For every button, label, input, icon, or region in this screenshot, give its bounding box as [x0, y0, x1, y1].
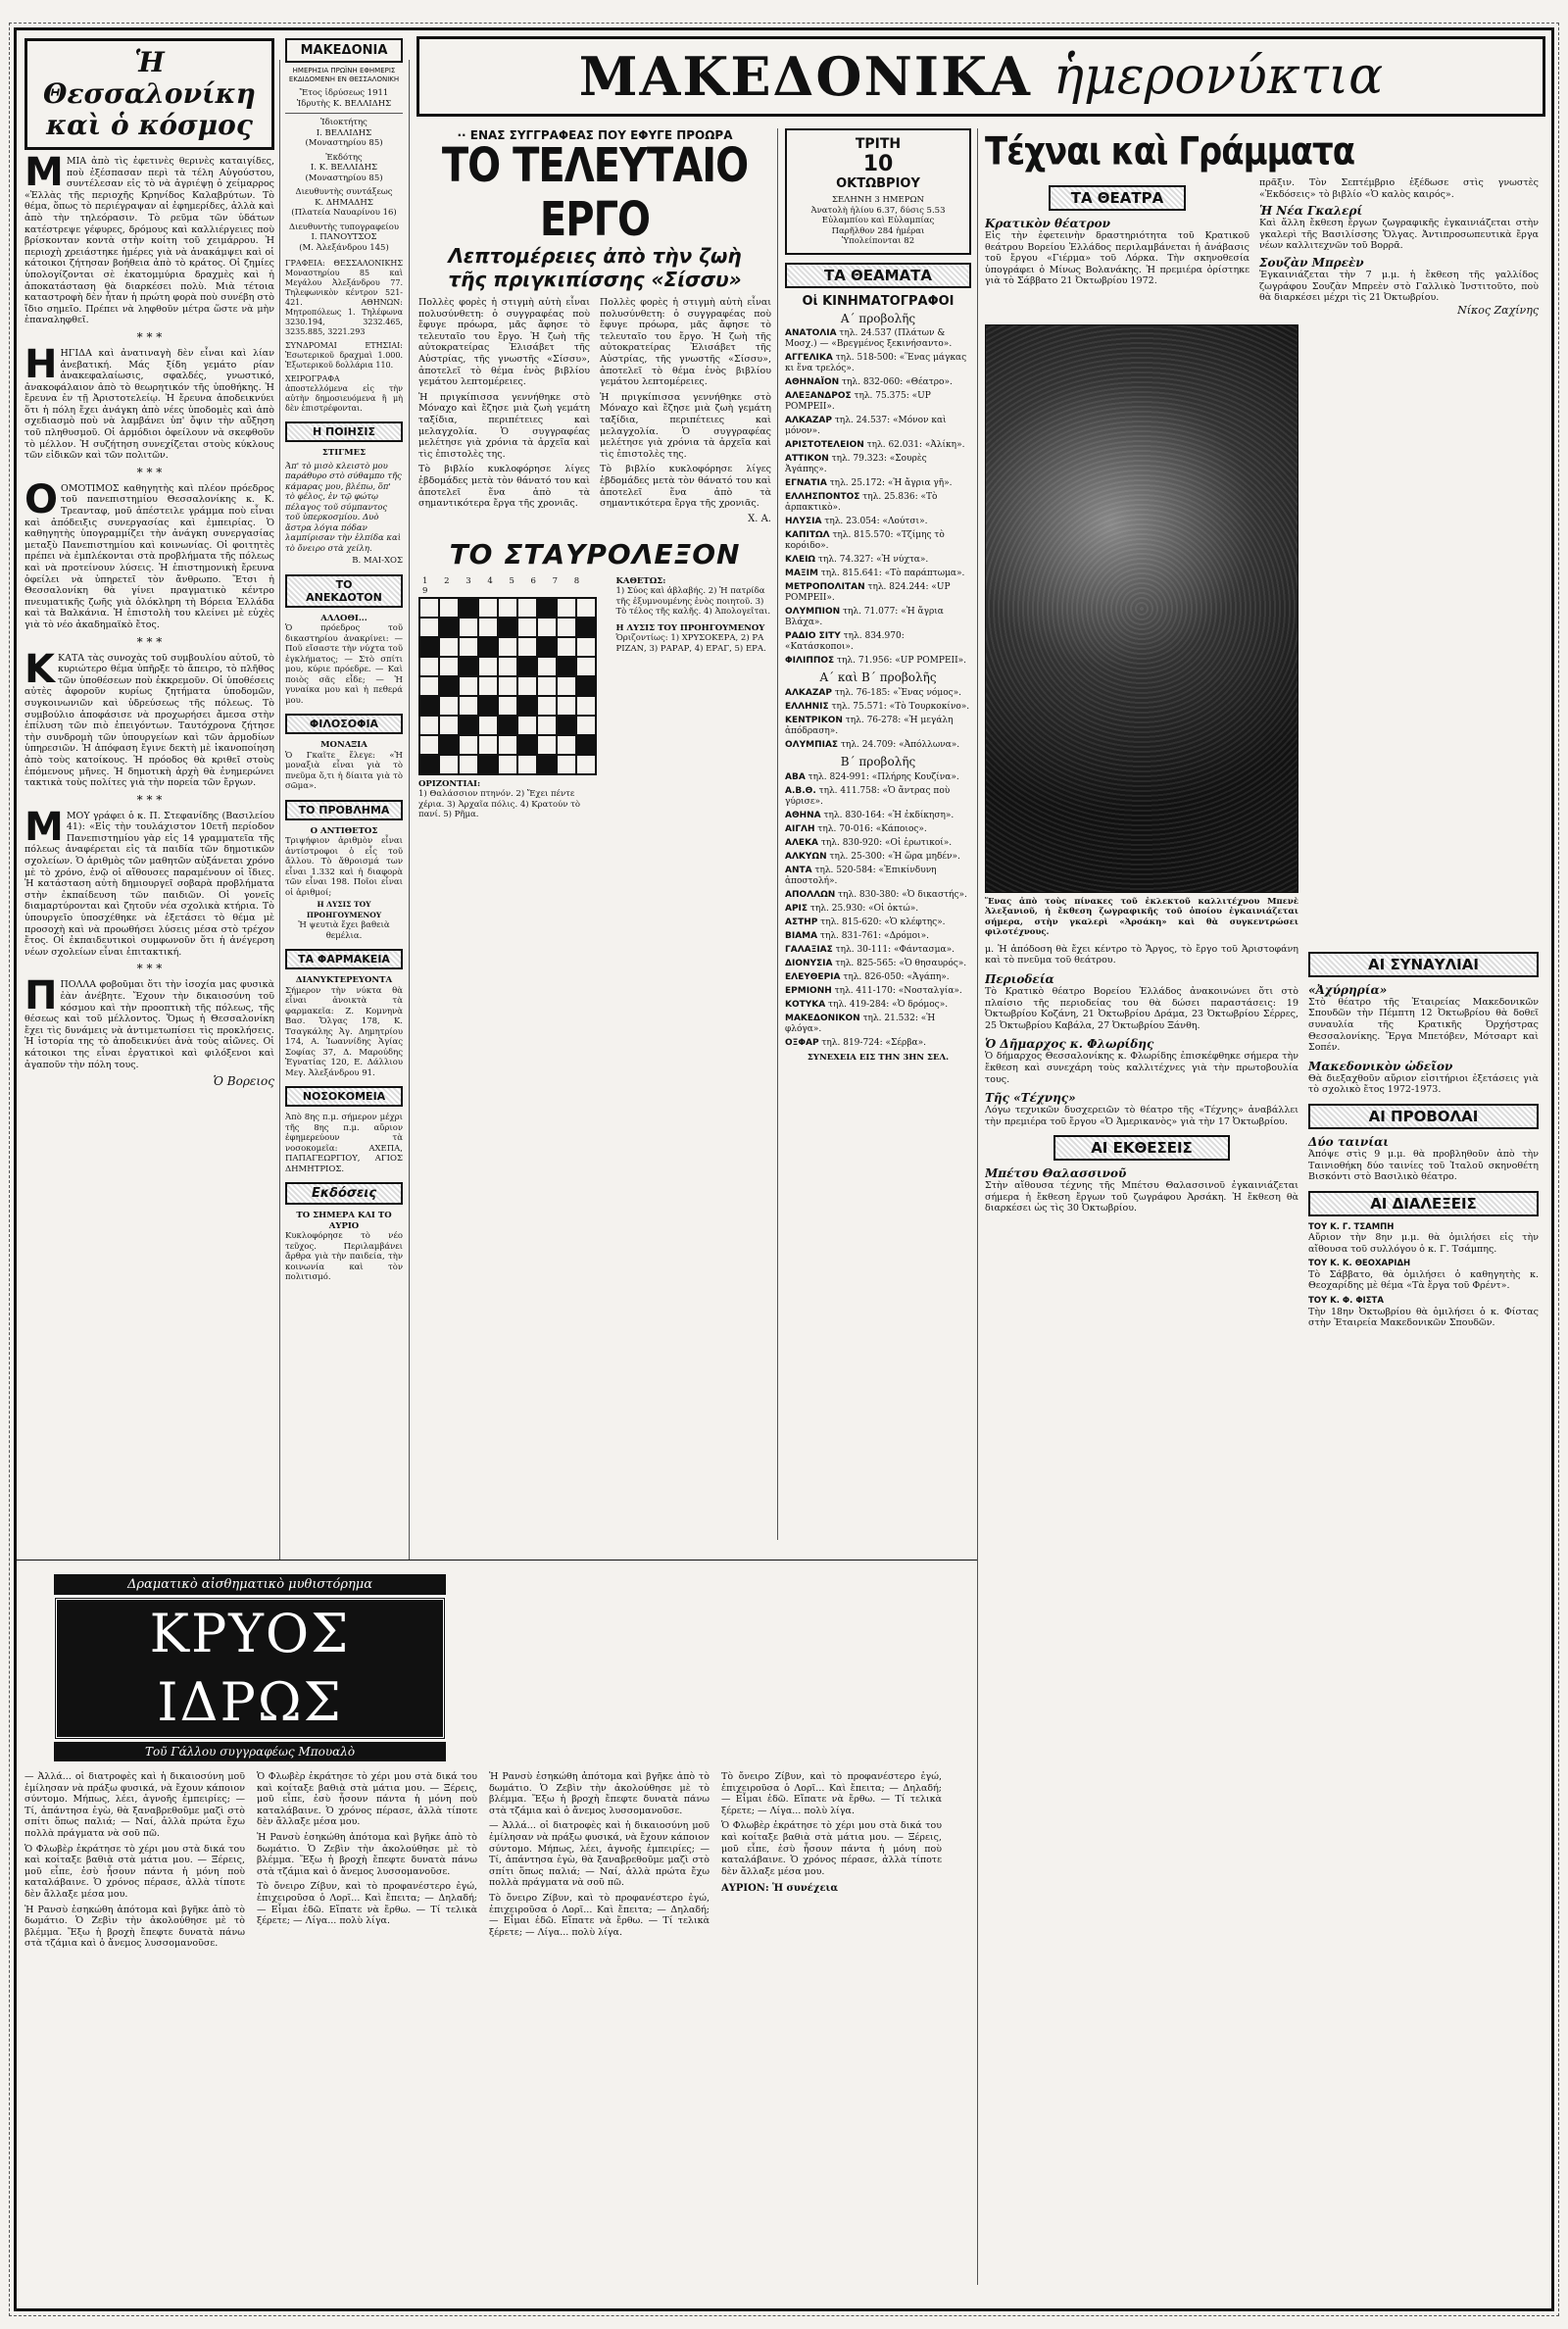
cinema-name: ΚΕΝΤΡΙΚΟΝ: [785, 715, 843, 725]
article-body-1: Πολλὲς φορὲς ἡ στιγμὴ αὐτὴ εἶναι πολυσύνθετη: ὁ συγγραφέας ποὺ ἔφυγε πρόωρα, μᾶς ἄφησε τὸ τελευταῖο του ἔργο. Ἡ ζωὴ τῆς αὐτοκρατείρας Ἐλισάβετ τῆς Αὐστρίας, τῆς γνωστῆς «Σίσσυ», ἀποτελεῖ τὸ θέμα ἑνὸς βιβλίου γεμάτου λεπτομέρειες.: [418, 297, 590, 388]
cinema-info: τηλ. 76-278: «Ἡ μεγάλη ἀπόδραση».: [785, 715, 954, 736]
conservatory-body: Θὰ διεξαχθοῦν αὔριον εἰσιτήριοι ἐξετάσεις γιὰ τὸ σχολικὸ ἔτος 1972-1973.: [1308, 1072, 1539, 1096]
cinemas-title: Οἱ ΚΙΝΗΜΑΤΟΓΡΑΦΟΙ: [802, 293, 955, 309]
cinema-name: ΡΑΔΙΟ ΣΙΤΥ: [785, 630, 841, 641]
column-title-line1: Ἡ Θεσσαλονίκη: [43, 46, 256, 110]
cinema-listing: [785, 478, 971, 489]
cinema-listing: [785, 740, 971, 751]
photo-caption: Ἕνας ἀπὸ τοὺς πίνακες τοῦ ἐκλεκτοῦ καλλιτέχνου Μπενὲ Ἀλεξανιοῦ, ἡ ἔκθεση ζωγραφικῆς τοῦ ὁποίου ἐγκαινιάζεται σήμερα, στὴν γκαλερὶ «Ἀρσάκη» καὶ θὰ συγκεντρώσει φιλοτέχνους.: [985, 896, 1298, 938]
article-signature: Χ. Α.: [748, 513, 771, 524]
article-subhead-1: Λεπτομέρειες ἀπὸ τὴν ζωὴ: [448, 244, 742, 268]
cinema-listing: [785, 517, 971, 527]
lecture-3-title: ΤΟΥ Κ. Φ. ΦΙΣΤΑ: [1308, 1296, 1384, 1307]
cinema-listing: [785, 986, 971, 997]
cinema-info: τηλ. 824-991: «Πλήρης Κουζίνα».: [805, 771, 959, 782]
arts-right-body: πρᾶξιν. Τὸν Σεπτέμβριο ἐξέδωσε στὶς γνωστὲς «Ἐκδόσεις» τὸ βιβλίο «Ὁ καλὸς καιρός».: [1259, 177, 1539, 200]
anecdote-heading: ΤΟ ΑΝΕΚΔΟΤΟΝ: [285, 574, 403, 608]
article-kicker: ·· ΕΝΑΣ ΣΥΓΓΡΑΦΕΑΣ ΠΟΥ ΕΦΥΓΕ ΠΡΟΩΡΑ: [457, 128, 733, 142]
cinema-info: τηλ. 76-185: «Ἕνας νόμος».: [831, 687, 962, 698]
date-days-passed: Παρῆλθον 284 ἡμέραι: [831, 225, 925, 236]
novel-text-2: Ὁ Φλωβὲρ ἐκράτησε τὸ χέρι μου στὰ δικά του καὶ κοίταξε βαθιὰ στὰ μάτια μου. — Ξέρεις, μοῦ εἶπε, ἐσὺ ἦσουν πάντα ἡ μόνη ποὺ καταλάβαινε. Ὁ χρόνος πέρασε, ἀλλὰ τίποτε δὲν ἄλλαξε μέσα μου.: [721, 1820, 942, 1877]
cinema-info: τηλ. 419-284: «Ὁ δρόμος».: [825, 999, 949, 1010]
novel-kicker: Δραματικὸ αἰσθηματικὸ μυθιστόρημα: [54, 1574, 446, 1595]
cinema-name: ΒΙΑΜΑ: [785, 930, 818, 941]
cinema-listing: [785, 1000, 971, 1011]
lecture-2-title: ΤΟΥ Κ. Κ. ΘΕΟΧΑΡΙΔΗ: [1308, 1259, 1411, 1269]
date-month: ΟΚΤΩΒΡΙΟΥ: [836, 176, 920, 191]
cinema-name: ΑΓΓΕΛΙΚΑ: [785, 352, 833, 363]
cinema-listing: [785, 702, 971, 713]
cinema-info: τηλ. 831-761: «Δρόμοι».: [817, 930, 929, 941]
cinema-name: ΑΛΚΥΩΝ: [785, 851, 827, 862]
cinema-listing: [785, 838, 971, 849]
cinema-name: ΦΙΛΙΠΠΟΣ: [785, 655, 835, 666]
cinema-info: τηλ. 815.570: «Τζίμης τὸ κορόιδο».: [785, 529, 945, 551]
cinema-listing: [785, 890, 971, 901]
cinema-info: τηλ. 25.836: «Τὸ ἀρπακτικὸ».: [785, 491, 938, 513]
cinema-name: ΑΛΕΞΑΝΔΡΟΣ: [785, 390, 852, 401]
cinemas-continued: ΣΥΝΕΧΕΙΑ ΕΙΣ ΤΗΝ 3ΗΝ ΣΕΛ.: [807, 1052, 950, 1063]
section-divider: * * *: [136, 465, 163, 479]
founder: Ἱδρυτὴς Κ. ΒΕΛΛΙΔΗΣ: [296, 98, 392, 109]
publisher-name: Ι. Κ. ΒΕΛΛΙΔΗΣ: [310, 163, 378, 173]
cinema-info: τηλ. 520-584: «Ἐπικίνδυνη ἀποστολή».: [785, 865, 937, 886]
section-divider: * * *: [136, 329, 163, 344]
cinema-listing: [785, 945, 971, 956]
problem-solution: Ἡ ψευτιὰ ἔχει βαθειὰ θεμέλια.: [298, 920, 390, 941]
editions-body: Κυκλοφόρησε τὸ νέο τεῦχος. Περιλαμβάνει ἄρθρα γιὰ τὴν παιδεία, τὴν κοινωνία καὶ τὸν πολιτισμό.: [285, 1231, 403, 1282]
section-divider: * * *: [136, 962, 163, 976]
cinema-name: ΑΒΑ: [785, 771, 806, 782]
lecture-1-title: ΤΟΥ Κ. Γ. ΤΣΑΜΠΗ: [1308, 1221, 1395, 1232]
article-paragraph: ΜΜΟΥ γράφει ὁ κ. Π. Στεφανίδης (Βασιλείου 41): «Εἰς τὴν τουλάχιστον 10ετῆ περίοδον Πανεπιστημίου γὰρ εἰς 14 γραμματεῖα τῆς πόλεως ἀναφέρεται εἰς τὰ παιδία τῶν δημοτικῶν σχολείων. Ὁ ἀριθμὸς τῶν μαθητῶν αὐξάνεται χρόνο μὲ τὸ χρόνο, ἐνῷ οἱ αἴθουσες παραμένουν οἱ ἴδιες. Ἡ κατάσταση αὐτὴ δημιουργεῖ σοβαρὰ προβλήματα στὴν ἐκπαίδευση τῶν παιδιῶν. Οἱ γονεῖς διαμαρτύρονται καὶ ζητοῦν νέα σχολικὰ κτήρια. Τὸ ὑπουργεῖο ὑποσχέθηκε νὰ ἐξετάσει τὸ θέμα μὲ προσοχὴ καὶ νὰ προωθήσει λύσεις μέσα στὸ τρέχον ἔτος. Οἱ ἐκπαιδευτικοὶ συμφωνοῦν ὅτι ἡ ἀνέγερση νέων σχολείων εἶναι ἐπιτακτική.: [24, 804, 274, 958]
concerts-title: «Ἀχύρηρία»: [1308, 982, 1388, 997]
typo-name: Ι. ΠΑΝΟΥΤΣΟΣ: [311, 232, 377, 242]
masthead-subtitle: ΗΜΕΡΗΣΙΑ ΠΡΩΪΝΗ ΕΦΗΜΕΡΙΣ ΕΚΔΙΔΟΜΕΝΗ ΕΝ ΘΕΣΣΑΛΟΝΙΚΗ: [288, 67, 400, 83]
pharmacies-body: Σήμερον τὴν νύκτα θὰ εἶναι ἀνοικτὰ τὰ φαρμακεῖα: Ζ. Κομνηνὰ Βασ. Ὄλγας 178, Κ. Τσαγκάλης Ἀγ. Δημητρίου 174, Α. Ἰωαννίδης Ἁγίας Σοφίας 37, Δ. Μαρούδης Ἐγνατίας 120, Ε. Δάλλιου Μεγ. Ἀλεξάνδρου 91.: [285, 985, 403, 1078]
owner-address: (Μοναστηρίου 85): [305, 138, 383, 148]
novel-text-2: Ὁ Φλωβὲρ ἐκράτησε τὸ χέρι μου στὰ δικά του καὶ κοίταξε βαθιὰ στὰ μάτια μου. — Ξέρεις, μοῦ εἶπε, ἐσὺ ἦσουν πάντα ἡ μόνη ποὺ καταλάβαινε. Ὁ χρόνος πέρασε, ἀλλὰ τίποτε δὲν ἄλλαξε μέσα μου.: [257, 1771, 477, 1828]
cinema-info: τηλ. 75.571: «Τὸ Τουρκοκίνο».: [828, 701, 970, 712]
date-day: 10: [862, 152, 894, 176]
exhibitions-title: Μπέτσυ Θαλασσινοῦ: [985, 1166, 1127, 1181]
crossword-across-head: ΟΡΙΖΟΝΤΙΑΙ:: [418, 778, 481, 789]
cinema-name: ΑΝΑΤΟΛΙΑ: [785, 327, 837, 338]
cinema-name: ΗΛΥΣΙΑ: [785, 516, 822, 526]
article-paragraph: ΚΚΑΤΑ τὰς συνοχὰς τοῦ συμβουλίου αὐτοῦ, τὸ κυριώτερο θέμα ὑπῆρξε τὸ ἄπειρο, τὸ πλῆθος τῶν ὑποθέσεων ποὺ ἐκκρεμοῦν. Οἱ ὑποθέσεις αὐτὲς ἀφοροῦν κυρίως ζητήματα ὑποδομῶν, συγκοινωνιῶν καὶ ὑδρεύσεως τῆς πόλεως. Τὸ συμβούλιο ἀποφάσισε νὰ προχωρήσει ἄμεσα στὴν ἐπίλυση τῶν πιὸ ἐπειγόντων. Ταυτόχρονα ζήτησε τὴν συνδρομὴ τῶν ὑπουργείων καὶ τῶν ἀρμοδίων ὑπηρεσιῶν. Ἡ ἀπόφαση ἔγινε δεκτὴ μὲ ἱκανοποίηση ἀπὸ τοὺς κατοίκους. Ἡ πρόοδος θὰ κριθεῖ στοὺς ἑπόμενους μῆνες. Ἡ δημοτικὴ ἀρχὴ θὰ ἐνημερώνει τακτικὰ τοὺς πολίτες γιὰ τὴν πορεία τῶν ἔργων.: [24, 646, 274, 789]
cinema-listing: [785, 866, 971, 887]
crossword-across: 1) Θαλάσσιον πτηνόν. 2) Ἔχει πέντε χέρια. 3) Ἀρχαῖα πόλις. 4) Κρατούν τὸ πανί. 5) Ρῆμα.: [418, 789, 581, 820]
publisher-label: Ἐκδότης: [325, 152, 363, 163]
cinema-info: τηλ. 825-565: «Ὁ θησαυρός».: [832, 958, 967, 968]
column-title-box: [24, 38, 274, 150]
cinema-list-a: [785, 328, 971, 667]
cinema-info: τηλ. 24.709: «Ἀπόλλωνα».: [838, 739, 960, 750]
cinema-listing: [785, 569, 971, 579]
date-saints: Εὐλαμπίου καὶ Εὐλαμπίας: [821, 216, 935, 225]
cinema-name: ΟΛΥΜΠΙΟΝ: [785, 606, 841, 617]
cinema-info: τηλ. 824.244: «UP POMPEII».: [785, 581, 951, 603]
article-paragraph: ΠΠΟΛΛΑ φοβοῦμαι ὅτι τὴν ἰσοχία μας φυσικὰ ἐὰν ἀνέβητε. Ἔχουν τὴν δικαιοσύνη τοῦ κόσμου καὶ τὴν προοπτικὴ τῆς πόλεως, τῆς θέσεως καὶ τοῦ μέλλοντος. Ὅμως ἡ Θεσσαλονίκη ἔχει τὶς δυνάμεις νὰ ἀντιμετωπίσει τὶς προκλήσεις. Ἡ ἱστορία της τὸ ἀποδεικνύει ἀνὰ τοὺς αἰῶνες. Οἱ κάτοικοι της εἶναι ἐργατικοὶ καὶ φιλόξενοι καὶ ἀγαποῦν τὴν πόλη τους.: [24, 973, 274, 1070]
conservatory-title: Μακεδονικὸν ὠδεῖον: [1308, 1059, 1453, 1073]
novel-author: Τοῦ Γάλλου συγγραφέως Μπουαλὸ: [54, 1742, 446, 1761]
gallery-title: Ἡ Νέα Γκαλερί: [1259, 204, 1363, 219]
poem-body: Ἀπ' τὸ μισὸ κλειστὸ μου παράθυρο στὸ σύθαμπο τῆς κάμαρας μου, βλέπω, ὅπ' τὸ φέλος, ἐν τῷ φώτῳ πέλαγος τοῦ σύμπαντος τοῦ ὑπερκοσμίου. Δυὸ ἄστρα λόγια πόδαν λαμπίρισαν τὴν ἐλπίδα καὶ τὸ ὄνειρο στὰ χείλη.: [285, 461, 402, 554]
techni-title: Τῆς «Τέχνης»: [985, 1091, 1076, 1106]
screenings-heading: ΑΙ ΠΡΟΒΟΛΑΙ: [1308, 1104, 1539, 1129]
cinema-name: ΑΙΓΛΗ: [785, 823, 815, 834]
crossword-title: ΤΟ ΣΤΑΥΡΟΛΕΞΟΝ: [449, 537, 741, 570]
publisher-address: (Μοναστηρίου 85): [305, 173, 383, 183]
problem-solution-head: Η ΛΥΣΙΣ ΤΟΥ ΠΡΟΗΓΟΥΜΕΝΟΥ: [306, 900, 382, 919]
hospitals-body: Ἀπὸ 8ης π.μ. σήμερον μέχρι τῆς 8ης π.μ. αὔριον ἐφημερεύουν τὰ νοσοκομεῖα: ΑΧΕΠΑ, ΠΑΠΑΓΕΩΡΓΙΟΥ, ΑΓΙΟΣ ΔΗΜΗΤΡΙΟΣ.: [285, 1113, 403, 1174]
pharmacies-sub: ΔΙΑΝΥΚΤΕΡΕΥΟΝΤΑ: [295, 975, 393, 985]
cinema-listing: [785, 328, 971, 350]
exhibit-body: Ἐγκαινιάζεται τὴν 7 μ.μ. ἡ ἔκθεση τῆς γαλλίδος ζωγράφου Σουζὰν Μπρεὲν στὸ Γαλλικὸ Ἰνστιτοῦτο, ποὺ θὰ διαρκέσει μέχρι τὶς 21 Ὀκτωβρίου.: [1259, 269, 1539, 304]
cinema-info: τηλ. 25.172: «Ἡ ἄγρια γῆ».: [826, 477, 953, 488]
cinema-listing: [785, 416, 971, 437]
novel-text-2: Ὁ Φλωβὲρ ἐκράτησε τὸ χέρι μου στὰ δικά του καὶ κοίταξε βαθιὰ στὰ μάτια μου. — Ξέρεις, μοῦ εἶπε, ἐσὺ ἦσουν πάντα ἡ μόνη ποὺ καταλάβαινε. Ὁ χρόνος πέρασε, ἀλλὰ τίποτε δὲν ἄλλαξε μέσα μου.: [24, 1843, 245, 1900]
subscriptions: ΣΥΝΔΡΟΜΑΙ ΕΤΗΣΙΑΙ: Ἐσωτερικοῦ δραχμαὶ 1.000. Ἐξωτερικοῦ δολλάρια 110.: [285, 341, 403, 370]
date-moon: ΣΕΛΗΝΗ 3 ΗΜΕΡΩΝ: [832, 195, 924, 205]
novel-title: ΚΡΥΟΣ ΙΔΡΩΣ: [54, 1597, 446, 1740]
cinema-info: τηλ. 819-724: «Σέρβα».: [818, 1037, 926, 1048]
philosophy-heading: ΦΙΛΟΣΟΦΙΑ: [285, 714, 403, 734]
techni-body: Λόγω τεχνικῶν δυσχερειῶν τὸ θέατρο τῆς «Τέχνης» ἀναβάλλει τὴν πρεμιέρα τοῦ ἔργου «Ὁ Ἀμερικανὸς» γιὰ τὴν 17 Ὀκτωβρίου.: [985, 1105, 1298, 1127]
novel-text-4: Τὸ ὄνειρο Ζίβυν, καὶ τὸ προφανέστερο ἐγώ, ἐπιχειροῦσα ὁ Λορῖ... Καὶ ἔπειτα; — Δηλαδή; — Εἶμαι ἐδῶ. Εἴπατε νὰ ἔρθω. — Τί τελικὰ ξέρετε; — Λίγα... πολὺ λίγα.: [257, 1881, 477, 1927]
cinema-name: ΑΛΕΚΑ: [785, 837, 819, 848]
cinema-listing: [785, 917, 971, 928]
cinema-info: τηλ. 815.641: «Τὸ παράπτωμα».: [817, 568, 965, 578]
cinema-info: τηλ. 71.956: «UP POMPEII».: [834, 655, 966, 666]
editor-label: Διευθυντὴς συντάξεως: [295, 187, 393, 197]
logo-text: ΜΑΚΕΔΟΝΙΑ: [300, 43, 388, 58]
novel-continued: ΑΥΡΙΟΝ: Ἡ συνέχεια: [721, 1883, 839, 1895]
exhibit-title: Σουζὰν Μπρεὲν: [1259, 255, 1364, 270]
cinema-listing: [785, 377, 971, 388]
screenings-title: Δύο ταινίαι: [1308, 1134, 1390, 1149]
section-divider: * * *: [136, 792, 163, 807]
screenings-body: Ἀπόψε στὶς 9 μ.μ. θὰ προβληθοῦν ἀπὸ τὴν Ταινιοθήκη δύο ταινίες τοῦ Ἰταλοῦ σκηνοθέτη Βισκόντι στὸ Βασιλικὸ θέατρο.: [1308, 1148, 1539, 1183]
cinema-listing: [785, 852, 971, 863]
lecture-2-body: Τὸ Σάββατο, θὰ ὁμιλήσει ὁ καθηγητὴς κ. Θεοχαρίδης μὲ θέμα «Τὰ ἔργα τοῦ Φρέντ».: [1308, 1268, 1539, 1292]
cinema-listing: [785, 688, 971, 699]
cinema-name: ΑΘΗΝΑΪΟΝ: [785, 376, 840, 387]
philosophy-title: ΜΟΝΑΞΙΑ: [320, 740, 368, 750]
offices: ΓΡΑΦΕΙΑ: ΘΕΣΣΑΛΟΝΙΚΗΣ Μοναστηρίου 85 καὶ Μεγάλου Ἀλεξάνδρου 77. Τηλεφωνικὸν κέντρον 521-421. ΑΘΗΝΩΝ: Μητροπόλεως 1. Τηλέφωνα 3230.194, 3232.465, 3235.885, 3221.293: [285, 259, 403, 336]
cinema-info: τηλ. 411.758: «Ὁ ἄντρας ποὺ γύρισε».: [785, 785, 951, 807]
cinema-listing: [785, 440, 971, 451]
cinema-name: ΚΟΤΥΚΑ: [785, 999, 826, 1010]
cinema-listing: [785, 904, 971, 915]
cinema-listing: [785, 716, 971, 737]
cinema-info: τηλ. 74.327: «Ἡ νύχτα».: [815, 554, 929, 565]
column-arts: [985, 128, 1548, 2285]
novel-text-4: Τὸ ὄνειρο Ζίβυν, καὶ τὸ προφανέστερο ἐγώ, ἐπιχειροῦσα ὁ Λορῖ... Καὶ ἔπειτα; — Δηλαδή; — Εἶμαι ἐδῶ. Εἴπατε νὰ ἔρθω. — Τί τελικὰ ξέρετε; — Λίγα... πολὺ λίγα.: [489, 1892, 710, 1938]
column-thessaloniki: [24, 38, 274, 1558]
cinema-info: τηλ. 815-620: «Ὁ κλέφτης».: [817, 917, 946, 927]
cinema-listing: [785, 391, 971, 413]
cinema-info: τηλ. 75.375: «UP POMPEII».: [785, 390, 931, 412]
crossword-numbers: 1 2 3 4 5 6 7 8 9: [422, 575, 587, 597]
novel-text-3: Ἡ Ρανσὺ ἐσηκώθη ἀπότομα καὶ βγῆκε ἀπὸ τὸ δωμάτιο. Ὁ Ζεβὶν τὴν ἀκολούθησε μὲ τὸ βλέμμα. Ἔξω ἡ βροχὴ ἔπεφτε δυνατὰ πάνω στὰ τζάμια καὶ ὁ ἄνεμος λυσσομανοῦσε.: [489, 1771, 710, 1816]
article-paragraph: ΟΟΜΟΤΙΜΟΣ καθηγητὴς καὶ πλέον πρόεδρος τοῦ πανεπιστημίου Θεσσαλονίκης κ. Κ. Τρεανταφ, μοῦ ἀπέστειλε γράμμα ποὺ εἶναι καὶ ἀπόδειξις συνεργασίας καὶ ἐμπειρίας. Ὁ καθηγητὴς ὑπογραμμίζει τὴν ἀνάγκη συνεργασίας μεταξὺ Πανεπιστημίου καὶ κοινωνίας. Οἱ φοιτητὲς πρέπει νὰ ἐμπλέκονται στὰ προβλήματα τῆς πόλεως καὶ νὰ προτείνουν λύσεις. Ἡ ἐπιστημονικὴ ἔρευνα ὀφείλει νὰ ὑπηρετεῖ τὸν ἄνθρωπο. Ἔτσι ἡ Θεσσαλονίκη θὰ γίνει πραγματικὸ κέντρο πνευματικῆς ζωῆς γιὰ ὁλόκληρη τὴ Βόρεια Ἑλλάδα καὶ τὰ Βαλκάνια. Ἡ ἐπιστολὴ του κλείνει μὲ εὐχὲς γιὰ τὸ νέο ἀκαδημαϊκὸ ἔτος.: [24, 476, 274, 630]
cinemas-sub-a: Α΄ προβολῆς: [840, 311, 916, 325]
lecture-3-body: Τὴν 18ην Ὀκτωβρίου θὰ ὁμιλήσει ὁ κ. Φίστας στὴν Ἐταιρεία Μακεδονικῶν Σπουδῶν.: [1308, 1306, 1539, 1329]
cinema-info: τηλ. 62.031: «Ἀλίκη».: [863, 439, 965, 450]
date-days-left: Ὑπολείπονται 82: [841, 236, 915, 246]
novel-text-3: Ἡ Ρανσὺ ἐσηκώθη ἀπότομα καὶ βγῆκε ἀπὸ τὸ δωμάτιο. Ὁ Ζεβὶν τὴν ἀκολούθησε μὲ τὸ βλέμμα. Ἔξω ἡ βροχὴ ἔπεφτε δυνατὰ πάνω στὰ τζάμια καὶ ὁ ἄνεμος λυσσομανοῦσε.: [24, 1904, 245, 1950]
date-weekday: ΤΡΙΤΗ: [855, 136, 902, 152]
cinema-name: ΑΣΤΗΡ: [785, 917, 818, 927]
lectures-heading: ΑΙ ΔΙΑΛΕΞΕΙΣ: [1308, 1191, 1539, 1216]
crossword-solution: Ὁριζοντίως: 1) ΧΡΥΣΟΚΕΡΑ, 2) ΡΑ ΡΙΖΑΝ, 3) ΡΑΡΑΡ, 4) ΕΡΑΓ, 5) ΕΡΑ.: [615, 633, 766, 654]
novel-text-3: Ἡ Ρανσὺ ἐσηκώθη ἀπότομα καὶ βγῆκε ἀπὸ τὸ δωμάτιο. Ὁ Ζεβὶν τὴν ἀκολούθησε μὲ τὸ βλέμμα. Ἔξω ἡ βροχὴ ἔπεφτε δυνατὰ πάνω στὰ τζάμια καὶ ὁ ἄνεμος λυσσομανοῦσε.: [257, 1831, 477, 1877]
periodic-title: Περιοδεία: [985, 971, 1054, 986]
cinema-listing: [785, 530, 971, 552]
painting-photo: [985, 324, 1298, 893]
column-title-line2: καὶ ὁ κόσμος: [46, 109, 253, 141]
cinema-name: ΔΙΟΝΥΣΙΑ: [785, 958, 833, 968]
cinema-listing: [785, 772, 971, 783]
cinema-info: τηλ. 518-500: «Ἕνας μάγκας κι ἕνα τρελός».: [785, 352, 967, 373]
novel-section: [24, 1574, 970, 2304]
cinema-info: τηλ. 830-164: «Ἡ ἐκδίκηση».: [820, 810, 955, 820]
editions-heading: Εκδόσεις: [285, 1182, 403, 1205]
column-signature: Ὁ Βορειος: [213, 1074, 274, 1089]
novel-banner: [54, 1574, 446, 1761]
cinema-info: τηλ. 30-111: «Φάντασμα».: [832, 944, 955, 955]
article-body-2: Ἡ πριγκίπισσα γεννήθηκε στὸ Μόναχο καὶ ἔζησε μιὰ ζωὴ γεμάτη ταξίδια, περιπέτειες καὶ μελαγχολία. Ὁ συγγραφέας μελέτησε γιὰ χρόνια τὰ ἀρχεῖα καὶ τὶς ἐπιστολὲς της.: [600, 391, 771, 460]
editor-address: (Πλατεία Ναυαρίνου 16): [291, 208, 397, 218]
cinema-name: ΑΤΤΙΚΟΝ: [785, 453, 829, 464]
cinema-info: τηλ. 23.054: «Λούτσι».: [821, 516, 928, 526]
exhibitions-body: Στὴν αἴθουσα τέχνης τῆς Μπέτσυ Θαλασσινοῦ ἐγκαινιάζεται σήμερα ἡ ἔκθεση ἔργων τοῦ ζωγράφου Ἀρσάκη. Ἡ ἔκθεση θὰ διαρκέσει ὡς τὶς 30 Ὀκτωβρίου.: [985, 1180, 1298, 1214]
manuscripts-note: ΧΕΙΡΟΓΡΑΦΑ ἀποστελλόμενα εἰς τὴν αὐτὴν δημοσιευόμενα ἢ μὴ δὲν ἐπιστρέφονται.: [285, 374, 403, 413]
banner-title-bold: ΜΑΚΕΔΟΝΙΚΑ: [578, 45, 1032, 108]
theatre-title: Κρατικὸν θέατρον: [985, 217, 1110, 230]
pharmacies-heading: ΤΑ ΦΑΡΜΑΚΕΙΑ: [285, 949, 403, 969]
cinema-name: Α.Β.Θ.: [785, 785, 816, 796]
crossword-sol-head: Η ΛΥΣΙΣ ΤΟΥ ΠΡΟΗΓΟΥΜΕΝΟΥ: [615, 622, 765, 633]
cinema-name: ΜΕΤΡΟΠΟΛΙΤΑΝ: [785, 581, 865, 592]
cinema-name: ΕΡΜΙΟΝΗ: [785, 985, 832, 996]
cinema-name: ΑΡΙΣΤΟΤΕΛΕΙΟΝ: [785, 439, 864, 450]
exhibit-author: Νίκος Ζαχίνης: [1457, 303, 1539, 317]
newspaper-page: [14, 27, 1554, 2311]
owner-label: Ἰδιοκτήτης: [320, 118, 368, 127]
exhibitions-heading: ΑΙ ΕΚΘΕΣΕΙΣ: [1054, 1135, 1230, 1161]
periodic-body: Τὸ Κρατικὸ θέατρο Βορείου Ἑλλάδος ἀνακοινώνει ὅτι στὸ πλαίσιο τῆς περιοδείας του θὰ δώσει παραστάσεις: 19 Ὀκτωβρίου Κοζάνη, 21 Ὀκτωβρίου Δράμα, 23 Ὀκτωβρίου Σέρρες, 25 Ὀκτωβρίου Καβάλα, 27 Ὀκτωβρίου Ξάνθη.: [985, 985, 1298, 1031]
cinema-info: τηλ. 830-920: «Οἱ ἐρωτικοί».: [818, 837, 953, 848]
anecdote-body: Ὁ πρόεδρος τοῦ δικαστηρίου ἀνακρίνει: — Ποῦ εἴσαστε τὴν νύχτα τοῦ ἐγκλήματος; — Στὸ σπίτι μου, κύριε πρόεδρε. — Καὶ ποιὸς σᾶς εἶδε; — Ἡ γυναίκα μου καὶ ἡ πεθερά μου.: [285, 623, 403, 706]
hospitals-heading: ΝΟΣΟΚΟΜΕΙΑ: [285, 1086, 403, 1107]
article-paragraph: ΜΜΙΑ ἀπὸ τὶς ἐφετινὲς θερινὲς καταιγίδες, ποὺ ἐξέσπασαν περὶ τὰ τέλη Αὐγούστου, συντέλεσαν εἰς τὸ νὰ ἀγριέψῃ ὁ χείμαρρος «Ἑλλὰς τῆς περιοχῆς Κρηνίδος Καλαβρύτων. Τὸ θέμα, ὅπως τὸ περιέγραψαν αἱ ἐφημερίδες, ἀλλὰ καὶ ἀπὸ τὴν τηλεόρασιν. Τὸ ρεῦμα τῶν ὑδάτων κατέστρεψε γέφυρες, δρόμους καὶ καλλιέργειες ποὺ βρίσκονταν κοντὰ στὴν κοίτη τοῦ χειμάρρου. Ἡ περιοχὴ χρειάστηκε ἡμέρες γιὰ νὰ ἀνακάμψει καὶ οἱ κάτοικοι ζήτησαν βοήθεια ἀπὸ τὸ κράτος. Οἱ ζημίες ὑπολογίζονται σὲ ἑκατομμύρια δραχμὲς καὶ ἡ ἀποκατάσταση θὰ διαρκέσει πολὺ. Μιὰ τέτοια καταστροφὴ δὲν ἦταν ἡ πρώτη φορὰ ποὺ συνέβη στὸ ἴδιο σημεῖο. Πρέπει νὰ ληφθοῦν μέτρα ὥστε νὰ μὴν ἐπαναληφθεῖ.: [24, 150, 274, 326]
cinema-info: τηλ. 21.532: «Ἡ φλόγα».: [785, 1013, 936, 1034]
problem-title: Ο ΑΝΤΙΘΕΤΟΣ: [310, 825, 378, 836]
column-cinemas: [785, 128, 971, 1540]
cinema-listing: [785, 786, 971, 808]
arts-title: Τέχναι καὶ Γράμματα: [985, 129, 1355, 174]
column-masthead: [285, 38, 403, 1558]
article-body-3: Τὸ βιβλίο κυκλοφόρησε λίγες ἑβδομάδες μετὰ τὸν θάνατό του καὶ ἀποτελεῖ ἕνα ἀπὸ τὰ σημαντικότερα ἔργα τῆς χρονιᾶς.: [600, 464, 771, 510]
cinema-name: ΟΛΥΜΠΙΑΣ: [785, 739, 839, 750]
cinema-name: ΕΓΝΑΤΙΑ: [785, 477, 827, 488]
novel-text-4: Τὸ ὄνειρο Ζίβυν, καὶ τὸ προφανέστερο ἐγώ, ἐπιχειροῦσα ὁ Λορῖ... Καὶ ἔπειτα; — Δηλαδή; — Εἶμαι ἐδῶ. Εἴπατε νὰ ἔρθω. — Τί τελικὰ ξέρετε; — Λίγα... πολὺ λίγα.: [721, 1771, 942, 1816]
article-subhead-2: τῆς πριγκιπίσσης «Σίσσυ»: [448, 268, 742, 291]
cinema-info: τηλ. 25-300: «Ἡ ὥρα μηδέν».: [826, 851, 960, 862]
article-headline: ΤΟ ΤΕΛΕΥΤΑΙΟ ΕΡΓΟ: [441, 138, 749, 248]
novel-text-1: — Ἀλλά... οἱ διατροφὲς καὶ ἡ δικαιοσύνη μοῦ ἐμίλησαν νὰ πράξω φυσικά, νὰ ἔχουν κάποιον σύντομο. Μήπως, λέει, ἀγνοῆς ἐμπειρίες; — Τί, ἀπάντησα ἐγὼ, θὰ ξαναβρεθοῦμε μαζὶ στὸ σπίτι ὅπως παλιά; — Ναί, ἀλλὰ πρώτα ἔχω πολλὰ πράγματα νὰ σοῦ πῶ.: [489, 1820, 710, 1889]
novel-text-1: — Ἀλλά... οἱ διατροφὲς καὶ ἡ δικαιοσύνη μοῦ ἐμίλησαν νὰ πράξω φυσικά, νὰ ἔχουν κάποιον σύντομο. Μήπως, λέει, ἀγνοῆς ἐμπειρίες; — Τί, ἀπάντησα ἐγὼ, θὰ ξαναβρεθοῦμε μαζὶ στὸ σπίτι ὅπως παλιά; — Ναί, ἀλλὰ πρώτα ἔχω πολλὰ πράγματα νὰ σοῦ πῶ.: [24, 1771, 245, 1839]
cinema-info: τηλ. 826-050: «Ἀγάπη».: [840, 971, 950, 982]
cinema-listing: [785, 811, 971, 821]
gallery-body: Καὶ ἄλλη ἔκθεση ἔργων ζωγραφικῆς ἐγκαινιάζεται στὴν γκαλερὶ τῆς Βασιλίσσης Ὄλγας. Ἀντιπροσωπευτικὰ ἔργα νέων καλλιτεχνῶν τοῦ Βορρᾶ.: [1259, 218, 1539, 252]
cinema-info: τηλ. 834.970: «Κατάσκοποι».: [785, 630, 905, 652]
cinema-listing: [785, 607, 971, 628]
article-body-2: Ἡ πριγκίπισσα γεννήθηκε στὸ Μόναχο καὶ ἔζησε μιὰ ζωὴ γεμάτη ταξίδια, περιπέτειες καὶ μελαγχολία. Ὁ συγγραφέας μελέτησε γιὰ χρόνια τὰ ἀρχεῖα καὶ τὶς ἐπιστολὲς της.: [418, 391, 590, 460]
theatre-body: Εἰς τὴν ἐφετεινὴν δραστηριότητα τοῦ Κρατικοῦ θεάτρου Βορείου Ἑλλάδος περιλαμβάνεται ἡ ἀνάβασις τοῦ ἔργου «Γιέρμα» τοῦ Λόρκα. Τὴν σκηνοθεσία ὑπογράφει ὁ Μίνως Βολανάκης. Ἡ πρεμιέρα ὁρίστηκε γιὰ τὸ Σάββατο 21 Ὀκτωβρίου 1972.: [985, 230, 1250, 287]
cinema-listing: [785, 353, 971, 374]
cinema-list-b: [785, 688, 971, 751]
crossword-grid: [418, 597, 597, 775]
cinema-info: τηλ. 832-060: «Θέατρο».: [839, 376, 953, 387]
cinema-info: τηλ. 79.323: «Σουρὲς Ἀγάπης».: [785, 453, 927, 474]
cinema-listing: [785, 972, 971, 983]
cinema-name: ΑΡΙΣ: [785, 903, 808, 914]
cinema-name: ΕΛΛΗΣΠΟΝΤΟΣ: [785, 491, 860, 502]
article-body-1: Πολλὲς φορὲς ἡ στιγμὴ αὐτὴ εἶναι πολυσύνθετη: ὁ συγγραφέας ποὺ ἔφυγε πρόωρα, μᾶς ἄφησε τὸ τελευταῖο του ἔργο. Ἡ ζωὴ τῆς αὐτοκρατείρας Ἐλισάβετ τῆς Αὐστρίας, τῆς γνωστῆς «Σίσσυ», ἀποτελεῖ τὸ θέμα ἑνὸς βιβλίου γεμάτου λεπτομέρειες.: [600, 297, 771, 388]
cinema-name: ΑΛΚΑΖΑΡ: [785, 415, 832, 425]
cinema-info: τηλ. 24.537: «Μόνον καὶ μόνον».: [785, 415, 947, 436]
cinema-name: ΓΑΛΑΞΙΑΣ: [785, 944, 833, 955]
spectacles-heading: ΤΑ ΘΕΑΜΑΤΑ: [785, 263, 971, 288]
owner-name: Ι. ΒΕΛΛΙΔΗΣ: [316, 127, 372, 138]
date-sun: Ἀνατολὴ ἡλίου 6.37, δύσις 5.53: [810, 205, 946, 216]
philosophy-body: Ὁ Γκαῖτε ἔλεγε: «Ἡ μοναξιὰ εἶναι γιὰ τὸ πνεῦμα ὅ,τι ἡ δίαιτα γιὰ τὸ σῶμα».: [285, 750, 403, 791]
editor-name: Κ. ΔΗΜΑΔΗΣ: [315, 197, 373, 208]
cinema-name: ΑΘΗΝΑ: [785, 810, 821, 820]
cinema-listing: [785, 959, 971, 969]
cinema-name: ΕΛΕΥΘΕΡΙΑ: [785, 971, 841, 982]
cinema-info: τηλ. 71.077: «Ἡ ἄγρια Βλάχα».: [785, 606, 944, 627]
column-last-work: [418, 128, 771, 1540]
banner-title-italic: ἡμερονύκτια: [1053, 47, 1384, 106]
cinema-listing: [785, 824, 971, 835]
cinemas-sub-c: Β΄ προβολῆς: [840, 754, 916, 768]
cinema-name: ΑΝΤΑ: [785, 865, 812, 875]
poem-author: Β. ΜΑΙ-ΧΟΣ: [352, 556, 403, 566]
poem-title: ΣΤΙΓΜΕΣ: [321, 448, 367, 458]
cinema-info: τηλ. 25.930: «Οἱ ὀκτώ».: [808, 903, 919, 914]
cinema-listing: [785, 631, 971, 653]
cinema-name: ΑΛΚΑΖΑΡ: [785, 687, 832, 698]
typo-label: Διευθυντὴς τυπογραφείου: [288, 222, 400, 232]
article-paragraph: ΗΗΓΙΔΑ καὶ ἀνατιναγὴ δὲν εἶναι καὶ λίαν ἀνεβατική. Μάς ξίδη γεμάτο ρίαν ἀνακεφαλαίωσις, σφαλδές, γνωστικό, ἀνακοφάλαιον ἀπὸ τὸ θεωρητικόν τῆς ὑποθήκης. Ἡ ἔρευνα ἐν τῇ Ἀριστοτελείῳ. Ἡ ἔρευνα ἀποδεικνύει ὅτι ἡ πόλη ἔχει ἀνάγκη ἀπὸ νέες ὑποδομὲς καὶ ἀπὸ σχεδιασμὸ ποὺ νὰ λαμβάνει ὑπ' ὄψιν τὴν αὔξηση τοῦ πληθυσμοῦ. Οἱ ἁρμόδιοι ὀφείλουν νὰ σκεφθοῦν τὸ μέλλον. Ἡ συζήτηση συνεχίζεται στοὺς κύκλους τῶν εἰδικῶν καὶ τῶν πολιτῶν.: [24, 341, 274, 462]
poetry-heading: Η ΠΟΙΗΣΙΣ: [285, 421, 403, 442]
theatres-heading: ΤΑ ΘΕΑΤΡΑ: [1049, 185, 1186, 211]
cinema-name: ΚΛΕΙΩ: [785, 554, 816, 565]
newspaper-logo: [285, 38, 403, 63]
cinema-name: ΚΑΠΙΤΩΛ: [785, 529, 830, 540]
cinema-listing: [785, 656, 971, 667]
cinema-info: τηλ. 411-170: «Νοσταλγία».: [831, 985, 962, 996]
cinema-name: ΕΛΛΗΝΙΣ: [785, 701, 829, 712]
cinema-listing: [785, 1014, 971, 1035]
cinema-name: ΑΠΟΛΛΩΝ: [785, 889, 836, 900]
founded: Ἔτος ἱδρύσεως 1911: [299, 88, 389, 98]
mayor-body: Ὁ δήμαρχος Θεσσαλονίκης κ. Φλωρίδης ἐπισκέφθηκε σήμερα τὴν ἔκθεση καὶ συνεχάρη τοὺς καλλιτέχνες γιὰ τὴν πρωτοβουλία τους.: [985, 1051, 1298, 1085]
article-body-3: Τὸ βιβλίο κυκλοφόρησε λίγες ἑβδομάδες μετὰ τὸν θάνατό του καὶ ἀποτελεῖ ἕνα ἀπὸ τὰ σημαντικότερα ἔργα τῆς χρονιᾶς.: [418, 464, 590, 510]
typo-address: (Μ. Ἀλεξάνδρου 145): [299, 242, 389, 253]
cinema-info: τηλ. 70-016: «Κάποιος».: [814, 823, 927, 834]
section-divider: * * *: [136, 634, 163, 649]
cinema-name: ΜΑΞΙΜ: [785, 568, 818, 578]
cinema-listing: [785, 555, 971, 566]
problem-body: Τριψήφιον ἀριθμὸν εἶναι ἀντίστροφοι ὁ εἷς τοῦ ἄλλου. Τὸ ἄθροισμά των εἶναι 1.332 καὶ ἡ διαφορὰ τῶν εἶναι 198. Ποῖοι εἶναι οἱ ἀριθμοί;: [285, 836, 403, 898]
mayor-title: Ὁ Δῆμαρχος κ. Φλωρίδης: [985, 1037, 1154, 1052]
cinema-name: ΟΞΦΑΡ: [785, 1037, 819, 1048]
cinema-listing: [785, 931, 971, 942]
crossword-down-head: ΚΑΘΕΤΩΣ:: [615, 575, 666, 586]
concerts-body: Στὸ θέατρο τῆς Ἑταιρείας Μακεδονικῶν Σπουδῶν τὴν Πέμπτη 12 Ὀκτωβρίου θὰ δοθεῖ συναυλία τῆς Κρατικῆς Ὀρχήστρας Θεσσαλονίκης. Ἔργα Μπετόβεν, Μότσαρτ καὶ Σοπέν.: [1308, 996, 1539, 1054]
cinemas-sub-b: Α΄ καὶ Β΄ προβολῆς: [819, 669, 937, 684]
anecdote-title: ΑΛΛΟΘΙ...: [320, 613, 368, 623]
crossword-down: 1) Σύος καὶ ἀβλαβής. 2) Ἡ πατρίδα τῆς ἐξυμνουμένης ἑνὸς ποιητοῦ. 3) Τὸ τέλος τῆς καλῆς. 4) Ἀπολογεῖται.: [615, 586, 771, 618]
cinema-listing: [785, 492, 971, 514]
cinema-info: τηλ. 24.537 (Πλάτων & Μοσχ.) — «Βρεγμένος ξεκινήσαντο».: [785, 327, 953, 349]
date-box: [785, 128, 971, 255]
cinema-name: ΜΑΚΕΔΟΝΙΚΟΝ: [785, 1013, 860, 1023]
lecture-1-body: Αὔριον τὴν 8ην μ.μ. θὰ ὁμιλήσει εἰς τὴν αἴθουσα τοῦ συλλόγου ὁ κ. Γ. Τσάμπης.: [1308, 1232, 1539, 1255]
cinema-listing: [785, 582, 971, 604]
cinema-listing: [785, 454, 971, 475]
problem-heading: ΤΟ ΠΡΟΒΛΗΜΑ: [285, 800, 403, 820]
cinema-list-c: [785, 772, 971, 1049]
main-banner: [416, 36, 1545, 117]
cinema-info: τηλ. 830-380: «Ὁ δικαστής».: [835, 889, 967, 900]
under-photo-text: μ. Ἡ ἀπόδοση θὰ ἔχει κέντρο τὸ Ἄργος, τὸ ἔργο τοῦ Ἀριστοφάνη καὶ τὸ πνεῦμα τοῦ θεάτρου.: [985, 943, 1298, 966]
crossword: [418, 538, 771, 820]
concerts-heading: ΑΙ ΣΥΝΑΥΛΙΑΙ: [1308, 952, 1539, 977]
cinema-listing: [785, 1038, 971, 1049]
editions-title: ΤΟ ΣΗΜΕΡΑ ΚΑΙ ΤΟ ΑΥΡΙΟ: [296, 1211, 392, 1231]
